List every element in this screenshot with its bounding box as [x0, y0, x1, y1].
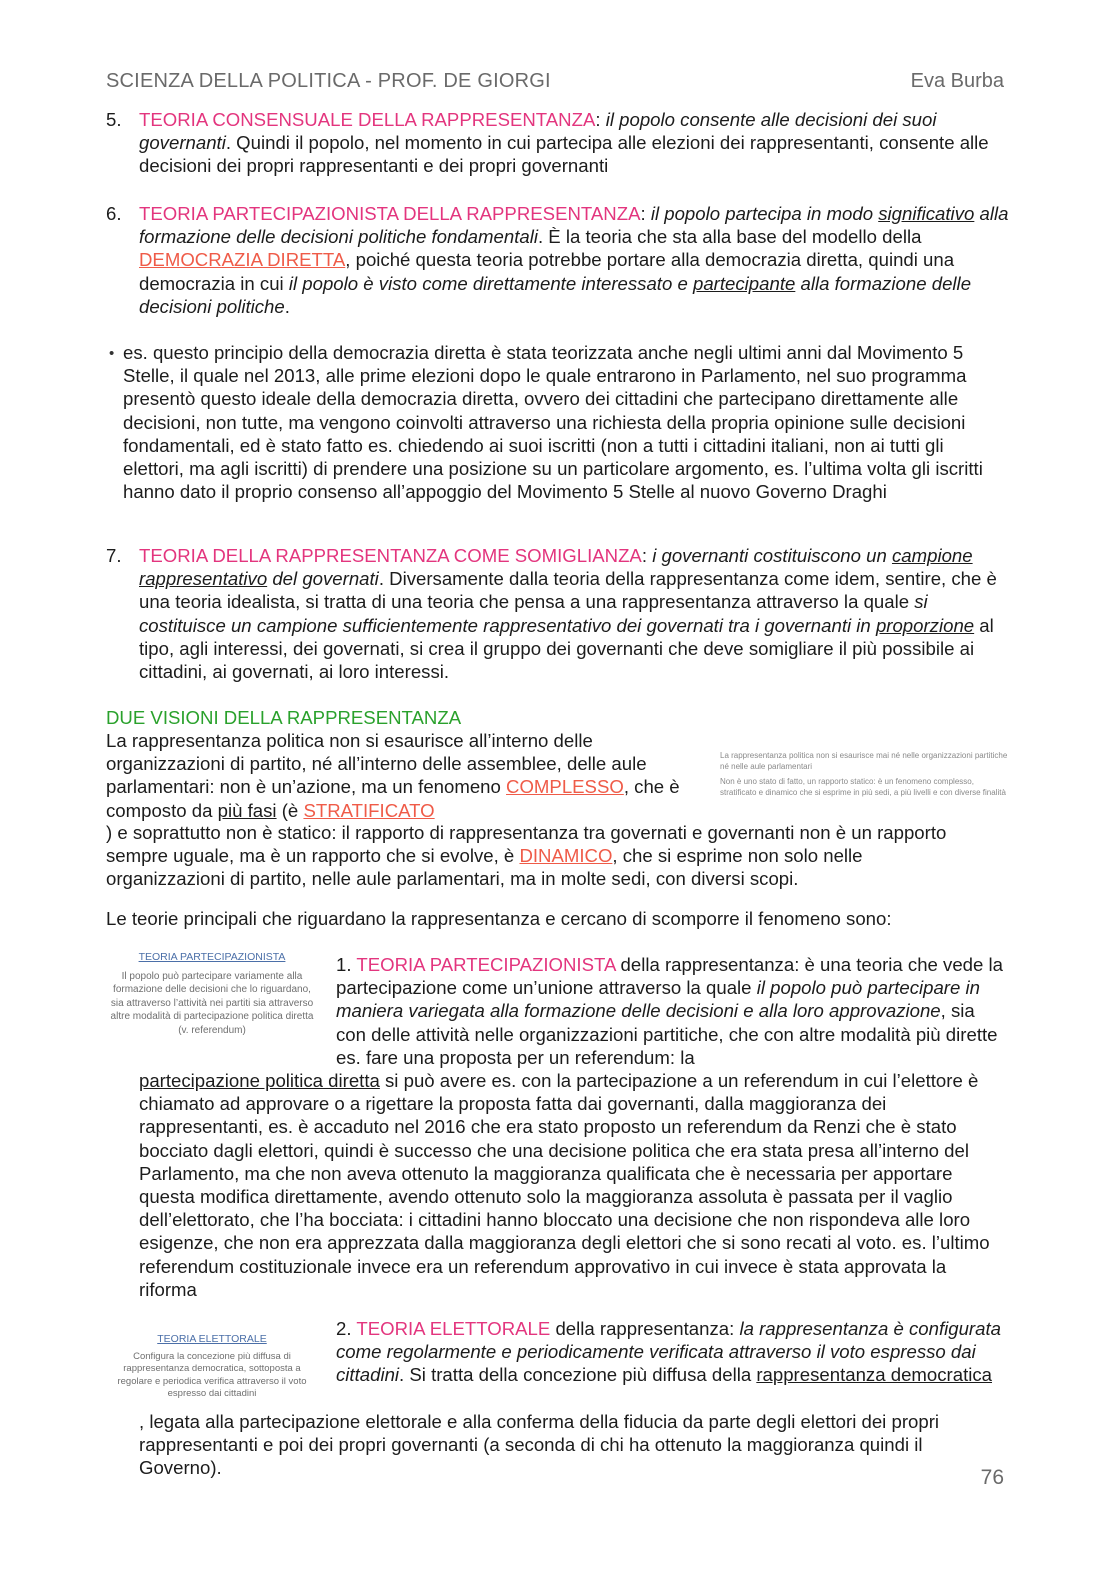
highlight-complesso: COMPLESSO: [506, 776, 624, 798]
section-paragraph-wrapped: La rappresentanza politica non si esaurisce all’interno delle organizzazioni di partito, né all’interno delle assemblee, delle aule parlamentari: non è un’azione, ma un fenomeno COMPLESSO, che è composto da più fasi (è STRATIFICATO: [106, 730, 680, 821]
item-7-paragraph: TEORIA DELLA RAPPRESENTANZA COME SOMIGLIANZA: i governanti costituiscono un campione rappresentativo del governati. Diversamente dalla teoria della rappresentanza come idem, sentire, che è una teoria idealista, si tratta di una teoria che pensa a una rappresentanza attraverso la quale si costituisce un campione sufficientemente rappresentativo dei governati tra i governanti in proporzione al tipo, agli interessi, dei governati, si crea il gruppo dei governanti che deve somigliare il più possibile ai cittadini, ai governati, ai loro interessi.: [139, 545, 997, 683]
header-course-title: SCIENZA DELLA POLITICA - PROF. DE GIORGI: [106, 70, 551, 92]
highlight-democrazia-diretta: DEMOCRAZIA DIRETTA: [139, 249, 346, 271]
highlight-stratificato: STRATIFICATO: [303, 799, 435, 821]
theory-1-slide-thumbnail: [106, 951, 318, 1037]
header-author: Eva Burba: [910, 70, 1004, 92]
theory-1-thumb-text: Il popolo può partecipare variamente alla formazione delle decisioni che lo riguardano, sia attraverso l’attività nei partiti sia attraverso altre modalità di partecipazione politica diretta (v. referendum): [110, 970, 314, 1036]
theory-2-paragraph-body: , legata alla partecipazione elettorale e alla conferma della fiducia da parte degli elettori dei propri rappresentanti e poi dei propri governanti (a seconda di chi ha ottenuto la maggioranza quindi il Governo).: [139, 1411, 940, 1479]
item-5-title: TEORIA CONSENSUALE DELLA RAPPRESENTANZA: [139, 109, 596, 130]
theory-1-paragraph-body: partecipazione politica diretta si può avere es. con la partecipazione a un referendum in cui l’elettore è chiamato ad approvare o a rigettare la proposta fatta dai governanti, dalla maggioranza dei rappresentanti, es. è accaduto nel 2016 che era stato proposto un referendum da Renzi che è stato bocciato dagli elettori, quindi è successo che una decisione politica che era stata presa all’interno del Parlamento, ma che non aveva ottenuto la maggioranza qualificata che è necessaria per apportare questa modifica direttamente, avendo ottenuto solo la maggioranza assoluta è passata per il vaglio dell’elettorato, che l’ha bocciata: i cittadini hanno bloccato una decisione che non rispondeva alle loro esigenze, che non era apprezzata dalla maggioranza degli elettori che si sono recati al voto. es. l’ultimo referendum costituzionale invece era un referendum approvativo in cui invece è stata approvata la riforma: [139, 1070, 990, 1300]
item-6-number: 6.: [106, 203, 122, 224]
item-7-title: TEORIA DELLA RAPPRESENTANZA COME SOMIGLIANZA: [139, 545, 642, 566]
slide-snippet-line-1: La rappresentanza politica non si esaurisce mai né nelle organizzazioni partitiche né nelle aule parlamentari: [720, 751, 1008, 771]
theory-2-title: TEORIA ELETTORALE: [356, 1318, 551, 1339]
section-paragraph-continued: ) e soprattutto non è statico: il rapporto di rappresentanza tra governati e governanti non è un rapporto sempre uguale, ma è un rapporto che si evolve, è DINAMICO, che si esprime non solo nelle organizzazioni di partito, nelle aule parlamentari, ma in molte sedi, con diversi scopi.: [106, 822, 947, 890]
theory-1-thumb-title: TEORIA PARTECIPAZIONISTA: [138, 951, 286, 963]
item-5-number: 5.: [106, 109, 122, 130]
page-number: 76: [980, 1466, 1004, 1489]
item-6-paragraph: TEORIA PARTECIPAZIONISTA DELLA RAPPRESENTANZA: il popolo partecipa in modo significativo alla formazione delle decisioni politiche fondamentali. È la teoria che sta alla base del modello della DEMOCRAZIA DIRETTA, poiché questa teoria potrebbe portare alla democrazia diretta, quindi una democrazia in cui il popolo è visto come direttamente interessato e partecipante alla formazione delle decisioni politiche.: [139, 203, 1009, 317]
intro-line: Le teorie principali che riguardano la rappresentanza e cercano di scomporre il fenomeno sono:: [106, 908, 892, 929]
slide-snippet-thumbnail: [720, 750, 1012, 798]
bullet-marker: •: [109, 345, 115, 362]
theory-2-slide-thumbnail: [106, 1333, 318, 1401]
highlight-dinamico: DINAMICO: [519, 845, 613, 867]
bullet-paragraph: es. questo principio della democrazia diretta è stata teorizzata anche negli ultimi anni dal Movimento 5 Stelle, il quale nel 2013, alle prime elezioni dopo le quale entrarono in Parlamento, nel suo programma presentò questo ideale della democrazia diretta, ovvero dei cittadini che partecipano direttamente alle decisioni, non tutte, ma vengono coinvolti attraverso una richiesta della propria opinione sulle decisioni fondamentali, ed è stato fatto es. chiedendo ai suoi iscritti (non a tutti i cittadini italiani, non ai tutti gli elettori, ma agli iscritti) di prendere una posizione su un particolare argomento, es. l’ultima volta gli iscritti hanno dato il proprio consenso all’appoggio del Movimento 5 Stelle al nuovo Governo Draghi: [123, 342, 983, 503]
item-5-paragraph: TEORIA CONSENSUALE DELLA RAPPRESENTANZA: il popolo consente alle decisioni dei suoi governanti. Quindi il popolo, nel momento in cui partecipa alle elezioni dei rappresentanti, consente alle decisioni dei propri rappresentanti e dei propri governanti: [139, 109, 989, 177]
item-6-title: TEORIA PARTECIPAZIONISTA DELLA RAPPRESENTANZA: [139, 203, 641, 224]
theory-1-paragraph-head: 1. TEORIA PARTECIPAZIONISTA della rappresentanza: è una teoria che vede la partecipazione come un’unione attraverso la quale il popolo può partecipare in maniera variegata alla formazione delle decisioni e alla loro approvazione, sia con delle attività nelle organizzazioni partitiche, che con altre modalità più dirette es. fare una proposta per un referendum: la: [336, 954, 1003, 1068]
theory-2-paragraph-head: 2. TEORIA ELETTORALE della rappresentanza: la rappresentanza è configurata come regolarmente e periodicamente verificata attraverso il voto espresso dai cittadini. Si tratta della concezione più diffusa della rappresentanza democratica: [336, 1318, 1001, 1386]
theory-1-title: TEORIA PARTECIPAZIONISTA: [356, 954, 616, 975]
item-7-number: 7.: [106, 545, 122, 566]
theory-2-thumb-text: Configura la concezione più diffusa di rappresentanza democratica, sottoposta a regolare e periodica verifica attraverso il voto espresso dai cittadini: [117, 1350, 307, 1399]
section-heading: DUE VISIONI DELLA RAPPRESENTANZA: [106, 707, 462, 728]
slide-snippet-line-2: Non è uno stato di fatto, un rapporto statico: è un fenomeno complesso, stratificato e dinamico che si esprime in più sedi, a più livelli e con diverse finalità: [720, 777, 1006, 797]
theory-2-thumb-title: TEORIA ELETTORALE: [157, 1333, 267, 1345]
